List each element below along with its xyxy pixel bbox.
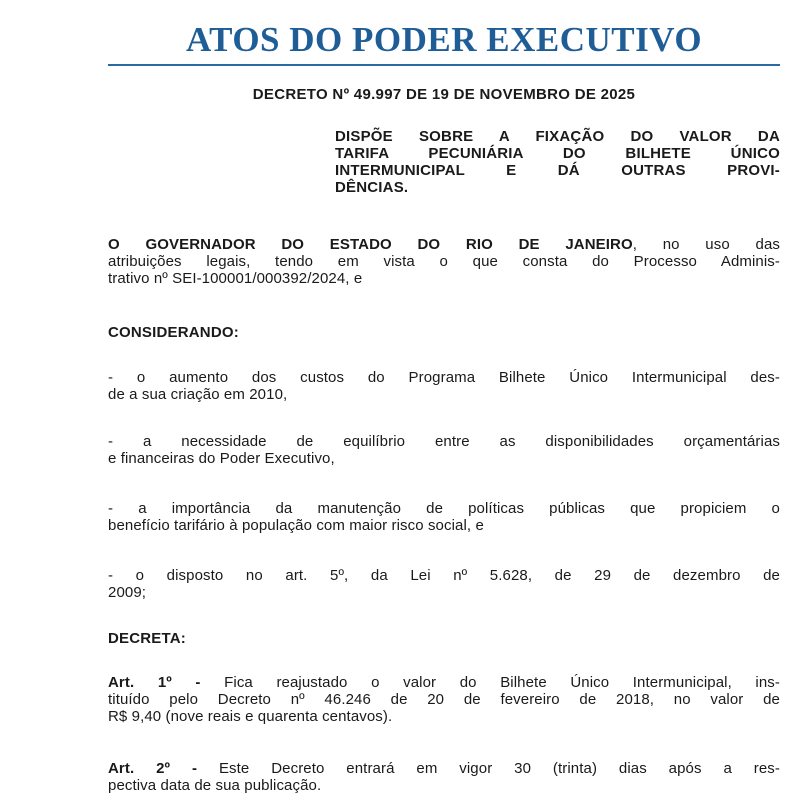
ementa-line: DÊNCIAS. bbox=[335, 179, 409, 196]
article-label: Art. 1º - bbox=[108, 674, 201, 691]
ementa-line: TARIFA PECUNIÁRIA DO BILHETE ÚNICO bbox=[335, 145, 780, 162]
considerando-heading: CONSIDERANDO: bbox=[108, 324, 239, 341]
decree-number: DECRETO Nº 49.997 DE 19 DE NOVEMBRO DE 2025 bbox=[252, 86, 636, 103]
preamble: O GOVERNADOR DO ESTADO DO RIO DE JANEIRO, no uso das atribuições legais, tendo em vista o que consta do Processo Adminis- trativo nº SEI-100001/000392/2024, e bbox=[108, 236, 780, 287]
preamble-line: trativo nº SEI-100001/000392/2024, e bbox=[108, 270, 363, 287]
title-underline bbox=[108, 64, 780, 66]
preamble-line: atribuições legais, tendo em vista o que consta do Processo Adminis- bbox=[108, 253, 780, 270]
considerando-item: - o disposto no art. 5º, da Lei nº 5.628, de 29 de dezembro de 2009; bbox=[108, 567, 780, 601]
ementa-line: DISPÕE SOBRE A FIXAÇÃO DO VALOR DA bbox=[335, 128, 780, 145]
article-1: Art. 1º - Fica reajustado o valor do Bilhete Único Intermunicipal, ins- tituído pelo Decreto nº 46.246 de 20 de fevereiro de 2018, no valor de R$ 9,40 (nove reais e quarenta centavos). bbox=[108, 674, 780, 725]
governor-title: O GOVERNADOR DO ESTADO DO RIO DE JANEIRO bbox=[108, 236, 633, 253]
article-2: Art. 2º - Este Decreto entrará em vigor 30 (trinta) dias após a res- pectiva data de sua publicação. bbox=[108, 760, 780, 794]
considerando-item: - a necessidade de equilíbrio entre as disponibilidades orçamentárias e financeiras do Poder Executivo, bbox=[108, 433, 780, 467]
considerando-item: - o aumento dos custos do Programa Bilhete Único Intermunicipal des- de a sua criação em 2010, bbox=[108, 369, 780, 403]
section-title: ATOS DO PODER EXECUTIVO bbox=[185, 20, 703, 59]
article-label: Art. 2º - bbox=[108, 760, 198, 777]
considerando-item: - a importância da manutenção de políticas públicas que propiciem o benefício tarifário à população com maior risco social, e bbox=[108, 500, 780, 534]
ementa-line: INTERMUNICIPAL E DÁ OUTRAS PROVI- bbox=[335, 162, 780, 179]
decreta-heading: DECRETA: bbox=[108, 630, 186, 647]
decree-ementa bbox=[335, 128, 780, 196]
